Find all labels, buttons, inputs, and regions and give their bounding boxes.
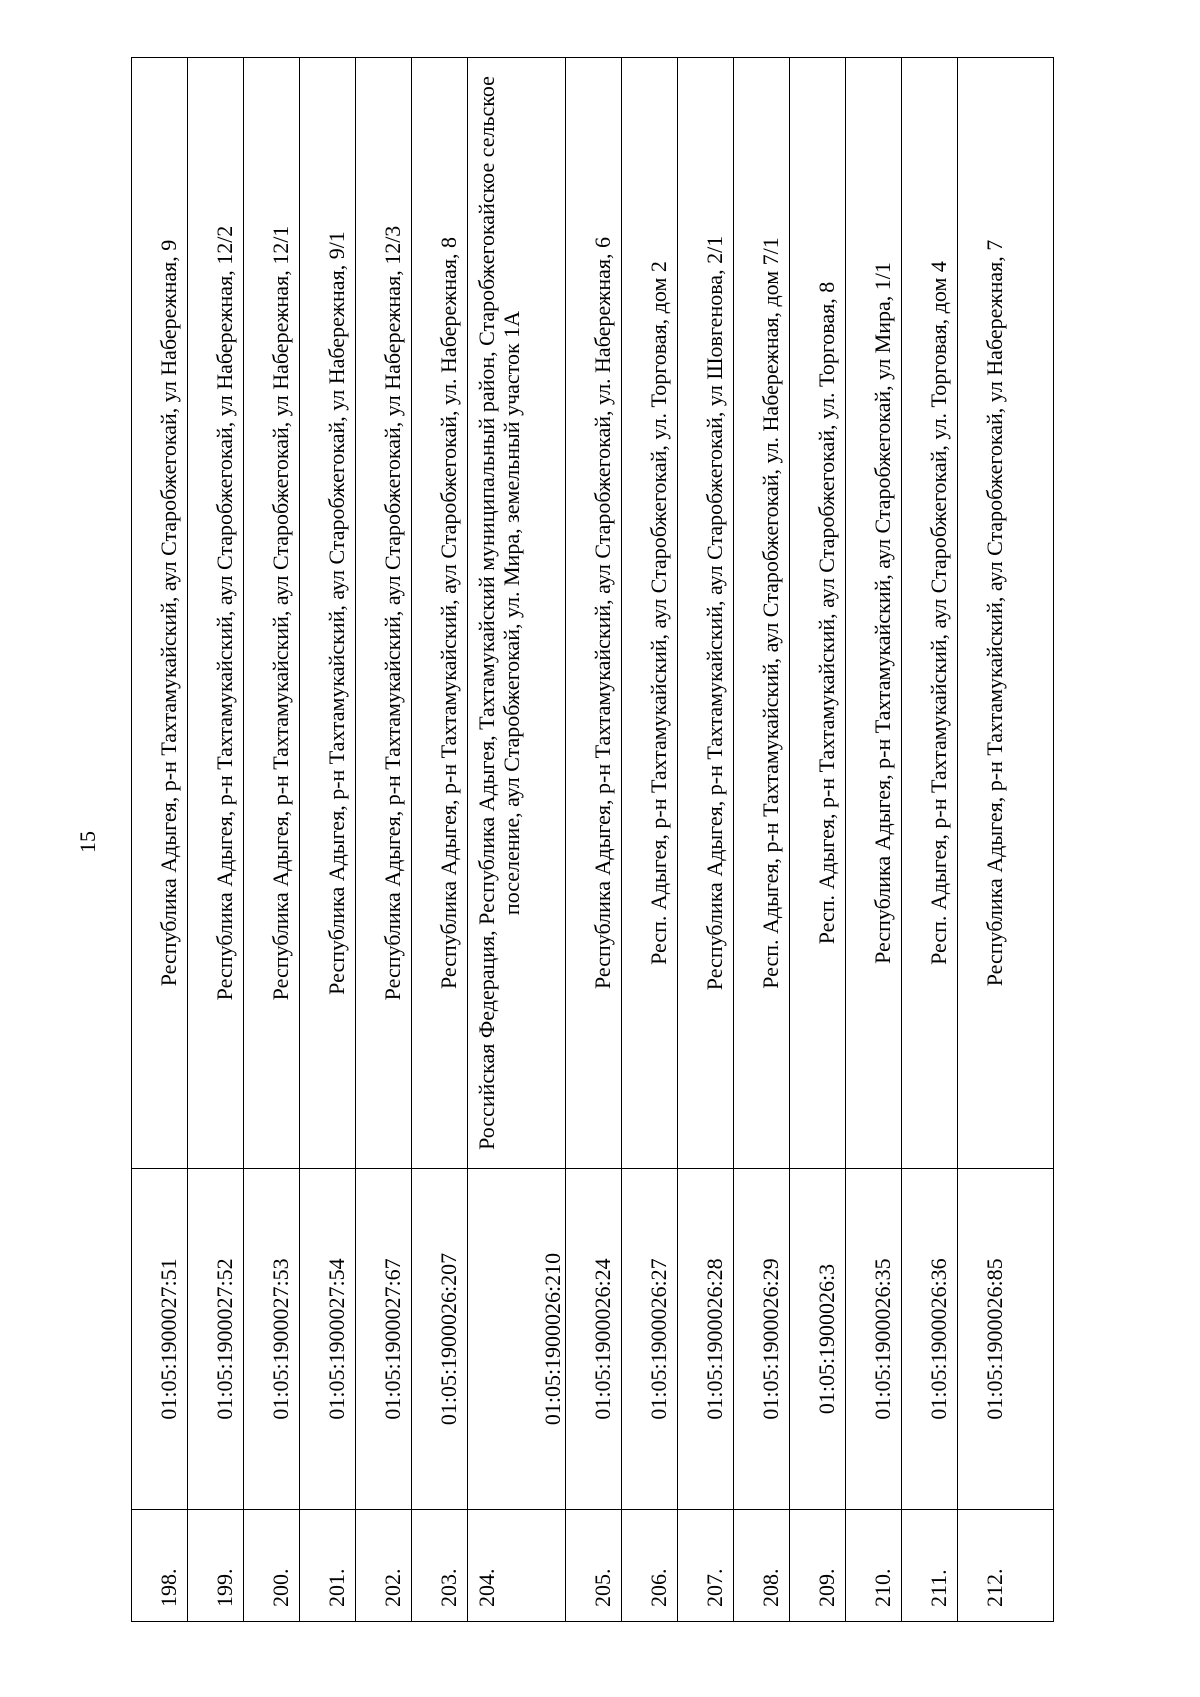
row-number: 210. — [870, 1568, 896, 1607]
address-cell — [356, 58, 412, 1169]
row-number-cell — [244, 1510, 300, 1622]
table-row — [566, 58, 622, 1622]
row-number: 198. — [156, 1568, 181, 1607]
address: Респ. Адыгея, р-н Тахтамукайский, аул Старобжегокай, ул. Торговая, 8 — [814, 281, 840, 945]
address-cell — [902, 58, 958, 1169]
address-cell — [678, 58, 734, 1169]
address: Республика Адыгея, р-н Тахтамукайский, аул Старобжегокай, ул Набережная, 12/3 — [380, 225, 405, 1001]
table-row — [412, 58, 468, 1622]
row-number-cell — [468, 1510, 566, 1622]
cadastral-number: 01:05:1900026:27 — [646, 1258, 672, 1420]
page-number: 15 — [75, 831, 100, 853]
table-row — [300, 58, 356, 1622]
cadastral-number: 01:05:1900026:29 — [758, 1258, 784, 1420]
address: Республика Адыгея, р-н Тахтамукайский, аул Старобжегокай, ул Набережная, 9/1 — [324, 231, 349, 995]
row-number-cell — [958, 1510, 1054, 1622]
address: Российская Федерация, Республика Адыгея, Тахтамукайский муниципальный район, Старобжегокайское сельское поселение, аул Старобжегокай, ул. Мира, земельный участок 1А — [474, 76, 525, 1150]
address-cell — [188, 58, 244, 1169]
cadastral-number: 01:05:1900026:28 — [702, 1258, 728, 1420]
cadastral-number-cell — [846, 1169, 902, 1510]
table-row — [846, 58, 902, 1622]
address: Республика Адыгея, р-н Тахтамукайский, аул Старобжегокай, ул. Набережная, 6 — [590, 237, 616, 990]
address-cell — [244, 58, 300, 1169]
cadastral-number-cell — [188, 1169, 244, 1510]
cadastral-number: 01:05:1900026:24 — [590, 1258, 616, 1420]
row-number-cell — [734, 1510, 790, 1622]
cadastral-number-cell — [734, 1169, 790, 1510]
cadastral-number-cell — [678, 1169, 734, 1510]
address: Республика Адыгея, р-н Тахтамукайский, аул Старобжегокай, ул Набережная, 7 — [982, 239, 1008, 987]
cadastral-number-cell — [412, 1169, 468, 1510]
address-cell — [734, 58, 790, 1169]
row-number-cell — [846, 1510, 902, 1622]
cadastral-number-cell — [356, 1169, 412, 1510]
table-row — [678, 58, 734, 1622]
address-cell — [622, 58, 678, 1169]
row-number: 206. — [646, 1568, 672, 1607]
cadastral-number-cell — [622, 1169, 678, 1510]
cadastral-number-cell — [790, 1169, 846, 1510]
cadastral-number-cell — [958, 1169, 1054, 1510]
row-number: 209. — [814, 1568, 840, 1607]
address-cell — [300, 58, 356, 1169]
table-row — [622, 58, 678, 1622]
table-row — [132, 58, 188, 1622]
address-cell — [468, 58, 566, 1169]
address-cell — [132, 58, 188, 1169]
row-number-cell — [188, 1510, 244, 1622]
cadastral-number-cell — [300, 1169, 356, 1510]
row-number-cell — [412, 1510, 468, 1622]
rotated-table-wrapper — [131, 57, 1054, 1622]
table-row — [902, 58, 958, 1622]
row-number: 205. — [590, 1568, 616, 1607]
address-cell — [412, 58, 468, 1169]
row-number: 200. — [268, 1568, 293, 1607]
row-number: 199. — [212, 1568, 237, 1607]
cadastral-number: 01:05:1900027:54 — [324, 1258, 349, 1420]
row-number-cell — [300, 1510, 356, 1622]
row-number-cell — [902, 1510, 958, 1622]
row-number: 201. — [324, 1568, 349, 1607]
cadastral-number: 01:05:1900026:36 — [926, 1258, 952, 1420]
table-row — [356, 58, 412, 1622]
table-row — [244, 58, 300, 1622]
address: Республика Адыгея, р-н Тахтамукайский, аул Старобжегокай, ул. Набережная, 8 — [436, 237, 461, 990]
address: Республика Адыгея, р-н Тахтамукайский, аул Старобжегокай, ул Шовгенова, 2/1 — [702, 235, 728, 991]
table-row — [734, 58, 790, 1622]
cadastral-number-cell — [244, 1169, 300, 1510]
address-cell — [958, 58, 1054, 1169]
cadastral-number-cell — [566, 1169, 622, 1510]
cadastral-number: 01:05:1900027:52 — [212, 1258, 237, 1420]
row-number-cell — [356, 1510, 412, 1622]
row-number: 204. — [474, 1568, 499, 1607]
row-number: 207. — [702, 1568, 728, 1607]
row-number-cell — [622, 1510, 678, 1622]
cadastral-number: 01:05:1900026:35 — [870, 1258, 896, 1420]
row-number-cell — [678, 1510, 734, 1622]
row-number: 202. — [380, 1568, 405, 1607]
address: Республика Адыгея, р-н Тахтамукайский, аул Старобжегокай, ул Мира, 1/1 — [870, 262, 896, 964]
cadastral-number-cell — [132, 1169, 188, 1510]
cadastral-number: 01:05:1900026:207 — [436, 1252, 461, 1426]
address-cell — [790, 58, 846, 1169]
cadastral-number: 01:05:1900026:85 — [982, 1258, 1008, 1420]
row-number: 203. — [436, 1568, 461, 1607]
address-cell — [846, 58, 902, 1169]
row-number: 208. — [758, 1568, 784, 1607]
row-number: 212. — [982, 1568, 1008, 1607]
cadastral-number: 01:05:1900027:53 — [268, 1258, 293, 1420]
cadastral-table — [131, 57, 1054, 1622]
cadastral-number-cell — [902, 1169, 958, 1510]
address: Республика Адыгея, р-н Тахтамукайский, аул Старобжегокай, ул Набережная, 12/1 — [268, 225, 293, 1001]
table-row — [188, 58, 244, 1622]
address: Респ. Адыгея, р-н Тахтамукайский, аул Старобжегокай, ул. Набережная, дом 7/1 — [758, 237, 784, 989]
address: Республика Адыгея, р-н Тахтамукайский, аул Старобжегокай, ул Набережная, 9 — [156, 239, 181, 987]
table-row — [790, 58, 846, 1622]
address: Респ. Адыгея, р-н Тахтамукайский, аул Старобжегокай, ул. Торговая, дом 4 — [926, 261, 952, 965]
cadastral-number: 01:05:1900026:3 — [814, 1263, 840, 1415]
address-cell — [566, 58, 622, 1169]
row-number-cell — [790, 1510, 846, 1622]
cadastral-number-cell — [468, 1169, 566, 1510]
address: Республика Адыгея, р-н Тахтамукайский, аул Старобжегокай, ул Набережная, 12/2 — [212, 225, 237, 1001]
cadastral-number: 01:05:1900027:51 — [156, 1258, 181, 1420]
cadastral-number: 01:05:1900027:67 — [380, 1258, 405, 1420]
row-number: 211. — [926, 1569, 952, 1607]
row-number-cell — [132, 1510, 188, 1622]
table-row — [958, 58, 1054, 1622]
address: Респ. Адыгея, р-н Тахтамукайский, аул Старобжегокай, ул. Торговая, дом 2 — [646, 261, 672, 965]
row-number-cell — [566, 1510, 622, 1622]
table-row — [468, 58, 566, 1622]
cadastral-number: 01:05:1900026:210 — [540, 1252, 565, 1426]
